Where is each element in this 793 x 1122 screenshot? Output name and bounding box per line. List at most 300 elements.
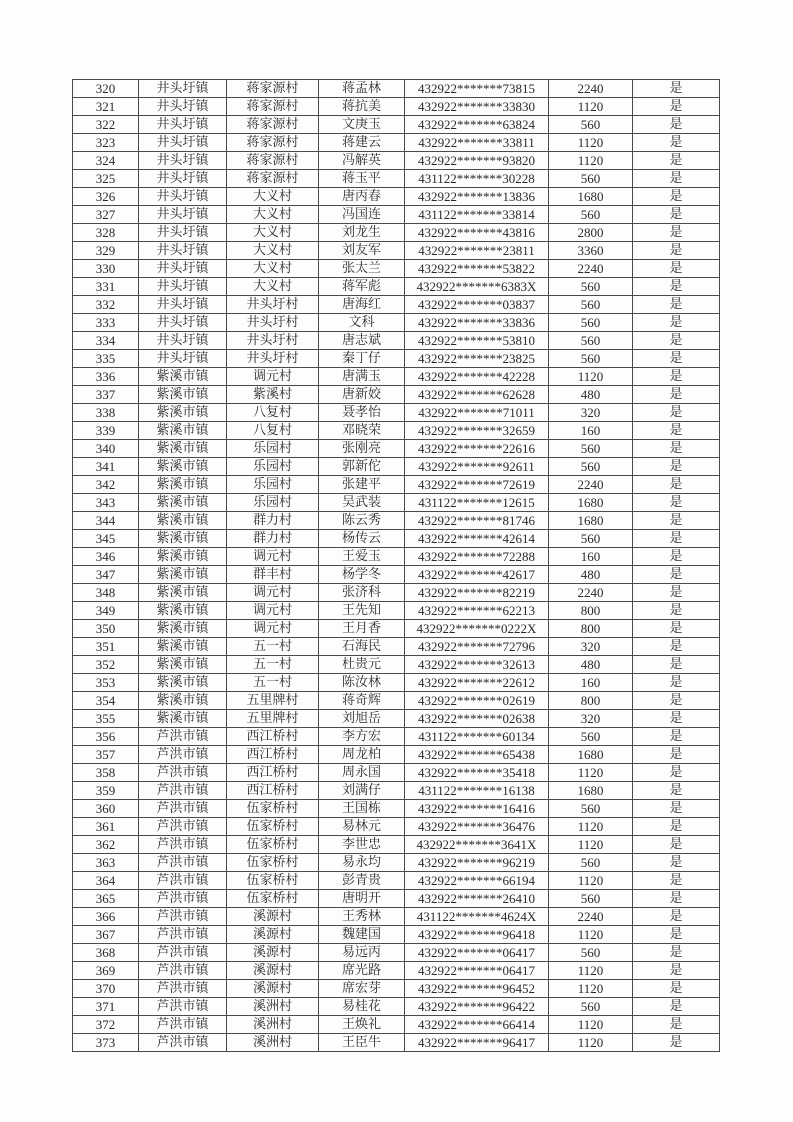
- town-cell: 井头圩镇: [139, 116, 227, 134]
- village-cell: 溪源村: [227, 980, 319, 998]
- table-row: [73, 656, 720, 674]
- name-cell: 杨传云: [319, 530, 405, 548]
- name-cell: 秦丁仔: [319, 350, 405, 368]
- amount-cell: 560: [549, 206, 633, 224]
- row-number-cell: 341: [73, 458, 139, 476]
- name-cell: 唐满玉: [319, 368, 405, 386]
- amount-cell: 480: [549, 386, 633, 404]
- village-cell: 井头圩村: [227, 314, 319, 332]
- eligible-cell: 是: [633, 350, 720, 368]
- name-cell: 易林元: [319, 818, 405, 836]
- id-number-cell: 432922*******23811: [405, 242, 549, 260]
- eligible-cell: 是: [633, 278, 720, 296]
- eligible-cell: 是: [633, 944, 720, 962]
- town-cell: 井头圩镇: [139, 260, 227, 278]
- eligible-cell: 是: [633, 1016, 720, 1034]
- village-cell: 五里牌村: [227, 710, 319, 728]
- town-cell: 井头圩镇: [139, 332, 227, 350]
- town-cell: 井头圩镇: [139, 224, 227, 242]
- id-number-cell: 432922*******16416: [405, 800, 549, 818]
- row-number-cell: 327: [73, 206, 139, 224]
- town-cell: 芦洪市镇: [139, 872, 227, 890]
- id-number-cell: 432922*******66194: [405, 872, 549, 890]
- eligible-cell: 是: [633, 980, 720, 998]
- amount-cell: 560: [549, 440, 633, 458]
- name-cell: 刘友军: [319, 242, 405, 260]
- row-number-cell: 361: [73, 818, 139, 836]
- town-cell: 芦洪市镇: [139, 818, 227, 836]
- eligible-cell: 是: [633, 332, 720, 350]
- village-cell: 溪源村: [227, 926, 319, 944]
- name-cell: 文科: [319, 314, 405, 332]
- row-number-cell: 338: [73, 404, 139, 422]
- beneficiary-table: [72, 79, 720, 1052]
- table-row: [73, 728, 720, 746]
- table-row: [73, 836, 720, 854]
- town-cell: 井头圩镇: [139, 98, 227, 116]
- name-cell: 张济科: [319, 584, 405, 602]
- row-number-cell: 329: [73, 242, 139, 260]
- village-cell: 调元村: [227, 368, 319, 386]
- eligible-cell: 是: [633, 638, 720, 656]
- name-cell: 张建平: [319, 476, 405, 494]
- id-number-cell: 432922*******53810: [405, 332, 549, 350]
- table-row: [73, 386, 720, 404]
- table-row: [73, 350, 720, 368]
- row-number-cell: 373: [73, 1034, 139, 1052]
- village-cell: 西江桥村: [227, 728, 319, 746]
- table-body: [73, 80, 720, 1052]
- town-cell: 紫溪市镇: [139, 422, 227, 440]
- eligible-cell: 是: [633, 206, 720, 224]
- table-row: [73, 116, 720, 134]
- village-cell: 西江桥村: [227, 782, 319, 800]
- name-cell: 彭青贵: [319, 872, 405, 890]
- row-number-cell: 336: [73, 368, 139, 386]
- name-cell: 冯解英: [319, 152, 405, 170]
- town-cell: 井头圩镇: [139, 80, 227, 98]
- village-cell: 蒋家源村: [227, 152, 319, 170]
- town-cell: 紫溪市镇: [139, 386, 227, 404]
- row-number-cell: 342: [73, 476, 139, 494]
- eligible-cell: 是: [633, 836, 720, 854]
- town-cell: 紫溪市镇: [139, 476, 227, 494]
- row-number-cell: 359: [73, 782, 139, 800]
- amount-cell: 1680: [549, 746, 633, 764]
- amount-cell: 480: [549, 656, 633, 674]
- id-number-cell: 432922*******53822: [405, 260, 549, 278]
- id-number-cell: 432922*******93820: [405, 152, 549, 170]
- name-cell: 邓晓荣: [319, 422, 405, 440]
- id-number-cell: 432922*******06417: [405, 962, 549, 980]
- village-cell: 大义村: [227, 260, 319, 278]
- name-cell: 蒋奇辉: [319, 692, 405, 710]
- row-number-cell: 340: [73, 440, 139, 458]
- table-row: [73, 872, 720, 890]
- village-cell: 溪洲村: [227, 1016, 319, 1034]
- town-cell: 井头圩镇: [139, 206, 227, 224]
- table-row: [73, 818, 720, 836]
- row-number-cell: 343: [73, 494, 139, 512]
- name-cell: 周龙柏: [319, 746, 405, 764]
- town-cell: 芦洪市镇: [139, 836, 227, 854]
- id-number-cell: 432922*******22616: [405, 440, 549, 458]
- id-number-cell: 432922*******03837: [405, 296, 549, 314]
- eligible-cell: 是: [633, 998, 720, 1016]
- amount-cell: 1120: [549, 818, 633, 836]
- name-cell: 周永国: [319, 764, 405, 782]
- id-number-cell: 432922*******96417: [405, 1034, 549, 1052]
- town-cell: 井头圩镇: [139, 350, 227, 368]
- town-cell: 紫溪市镇: [139, 710, 227, 728]
- eligible-cell: 是: [633, 548, 720, 566]
- row-number-cell: 328: [73, 224, 139, 242]
- table-row: [73, 620, 720, 638]
- village-cell: 群丰村: [227, 566, 319, 584]
- village-cell: 调元村: [227, 620, 319, 638]
- name-cell: 蒋军彪: [319, 278, 405, 296]
- id-number-cell: 431122*******4624X: [405, 908, 549, 926]
- table-row: [73, 458, 720, 476]
- town-cell: 芦洪市镇: [139, 962, 227, 980]
- table-row: [73, 260, 720, 278]
- table-row: [73, 512, 720, 530]
- row-number-cell: 352: [73, 656, 139, 674]
- town-cell: 井头圩镇: [139, 314, 227, 332]
- id-number-cell: 432922*******65438: [405, 746, 549, 764]
- row-number-cell: 326: [73, 188, 139, 206]
- table-row: [73, 548, 720, 566]
- eligible-cell: 是: [633, 926, 720, 944]
- name-cell: 陈汝林: [319, 674, 405, 692]
- eligible-cell: 是: [633, 782, 720, 800]
- amount-cell: 160: [549, 548, 633, 566]
- id-number-cell: 431122*******60134: [405, 728, 549, 746]
- eligible-cell: 是: [633, 98, 720, 116]
- row-number-cell: 368: [73, 944, 139, 962]
- id-number-cell: 431122*******33814: [405, 206, 549, 224]
- row-number-cell: 344: [73, 512, 139, 530]
- id-number-cell: 432922*******32613: [405, 656, 549, 674]
- amount-cell: 480: [549, 566, 633, 584]
- amount-cell: 160: [549, 674, 633, 692]
- amount-cell: 560: [549, 890, 633, 908]
- id-number-cell: 432922*******72288: [405, 548, 549, 566]
- name-cell: 郭新佗: [319, 458, 405, 476]
- amount-cell: 560: [549, 728, 633, 746]
- table-row: [73, 674, 720, 692]
- table-row: [73, 764, 720, 782]
- eligible-cell: 是: [633, 746, 720, 764]
- town-cell: 芦洪市镇: [139, 944, 227, 962]
- amount-cell: 2240: [549, 908, 633, 926]
- amount-cell: 2240: [549, 584, 633, 602]
- id-number-cell: 432922*******96418: [405, 926, 549, 944]
- table-row: [73, 440, 720, 458]
- eligible-cell: 是: [633, 170, 720, 188]
- eligible-cell: 是: [633, 854, 720, 872]
- village-cell: 伍家桥村: [227, 800, 319, 818]
- eligible-cell: 是: [633, 188, 720, 206]
- row-number-cell: 346: [73, 548, 139, 566]
- amount-cell: 160: [549, 422, 633, 440]
- table-row: [73, 746, 720, 764]
- amount-cell: 1120: [549, 926, 633, 944]
- village-cell: 五一村: [227, 656, 319, 674]
- name-cell: 王臣牛: [319, 1034, 405, 1052]
- table-row: [73, 404, 720, 422]
- eligible-cell: 是: [633, 692, 720, 710]
- village-cell: 大义村: [227, 278, 319, 296]
- row-number-cell: 358: [73, 764, 139, 782]
- table-row: [73, 224, 720, 242]
- eligible-cell: 是: [633, 620, 720, 638]
- id-number-cell: 432922*******0222X: [405, 620, 549, 638]
- id-number-cell: 432922*******06417: [405, 944, 549, 962]
- town-cell: 芦洪市镇: [139, 782, 227, 800]
- town-cell: 芦洪市镇: [139, 746, 227, 764]
- table-row: [73, 332, 720, 350]
- row-number-cell: 366: [73, 908, 139, 926]
- village-cell: 调元村: [227, 602, 319, 620]
- town-cell: 井头圩镇: [139, 134, 227, 152]
- name-cell: 蒋玉平: [319, 170, 405, 188]
- amount-cell: 1120: [549, 134, 633, 152]
- eligible-cell: 是: [633, 314, 720, 332]
- table-row: [73, 368, 720, 386]
- town-cell: 井头圩镇: [139, 242, 227, 260]
- table-row: [73, 242, 720, 260]
- eligible-cell: 是: [633, 656, 720, 674]
- name-cell: 易桂花: [319, 998, 405, 1016]
- table-row: [73, 1016, 720, 1034]
- row-number-cell: 363: [73, 854, 139, 872]
- name-cell: 王焕礼: [319, 1016, 405, 1034]
- eligible-cell: 是: [633, 368, 720, 386]
- eligible-cell: 是: [633, 764, 720, 782]
- eligible-cell: 是: [633, 710, 720, 728]
- row-number-cell: 362: [73, 836, 139, 854]
- eligible-cell: 是: [633, 800, 720, 818]
- table-row: [73, 980, 720, 998]
- id-number-cell: 432922*******82219: [405, 584, 549, 602]
- name-cell: 席光路: [319, 962, 405, 980]
- name-cell: 文庚玉: [319, 116, 405, 134]
- id-number-cell: 432922*******35418: [405, 764, 549, 782]
- town-cell: 芦洪市镇: [139, 908, 227, 926]
- row-number-cell: 333: [73, 314, 139, 332]
- name-cell: 唐志斌: [319, 332, 405, 350]
- town-cell: 井头圩镇: [139, 188, 227, 206]
- name-cell: 张刚亮: [319, 440, 405, 458]
- amount-cell: 320: [549, 710, 633, 728]
- id-number-cell: 432922*******71011: [405, 404, 549, 422]
- amount-cell: 2240: [549, 260, 633, 278]
- row-number-cell: 350: [73, 620, 139, 638]
- eligible-cell: 是: [633, 584, 720, 602]
- row-number-cell: 355: [73, 710, 139, 728]
- village-cell: 大义村: [227, 188, 319, 206]
- amount-cell: 1680: [549, 494, 633, 512]
- table-row: [73, 692, 720, 710]
- row-number-cell: 367: [73, 926, 139, 944]
- amount-cell: 560: [549, 350, 633, 368]
- eligible-cell: 是: [633, 566, 720, 584]
- row-number-cell: 364: [73, 872, 139, 890]
- eligible-cell: 是: [633, 440, 720, 458]
- village-cell: 乐园村: [227, 458, 319, 476]
- town-cell: 井头圩镇: [139, 278, 227, 296]
- table-row: [73, 944, 720, 962]
- table-row: [73, 494, 720, 512]
- id-number-cell: 432922*******13836: [405, 188, 549, 206]
- town-cell: 紫溪市镇: [139, 656, 227, 674]
- village-cell: 溪洲村: [227, 998, 319, 1016]
- name-cell: 张太兰: [319, 260, 405, 278]
- amount-cell: 560: [549, 944, 633, 962]
- id-number-cell: 432922*******96219: [405, 854, 549, 872]
- row-number-cell: 321: [73, 98, 139, 116]
- name-cell: 刘满仔: [319, 782, 405, 800]
- eligible-cell: 是: [633, 224, 720, 242]
- table-row: [73, 314, 720, 332]
- amount-cell: 2800: [549, 224, 633, 242]
- row-number-cell: 324: [73, 152, 139, 170]
- amount-cell: 1120: [549, 98, 633, 116]
- eligible-cell: 是: [633, 512, 720, 530]
- town-cell: 紫溪市镇: [139, 602, 227, 620]
- table-row: [73, 890, 720, 908]
- id-number-cell: 432922*******23825: [405, 350, 549, 368]
- id-number-cell: 432922*******36476: [405, 818, 549, 836]
- amount-cell: 1120: [549, 962, 633, 980]
- table-row: [73, 908, 720, 926]
- name-cell: 蒋孟林: [319, 80, 405, 98]
- town-cell: 芦洪市镇: [139, 890, 227, 908]
- eligible-cell: 是: [633, 260, 720, 278]
- town-cell: 芦洪市镇: [139, 764, 227, 782]
- row-number-cell: 357: [73, 746, 139, 764]
- id-number-cell: 432922*******22612: [405, 674, 549, 692]
- table-row: [73, 782, 720, 800]
- row-number-cell: 369: [73, 962, 139, 980]
- village-cell: 群力村: [227, 530, 319, 548]
- row-number-cell: 330: [73, 260, 139, 278]
- village-cell: 溪洲村: [227, 1034, 319, 1052]
- name-cell: 李世忠: [319, 836, 405, 854]
- town-cell: 紫溪市镇: [139, 494, 227, 512]
- village-cell: 大义村: [227, 224, 319, 242]
- row-number-cell: 335: [73, 350, 139, 368]
- row-number-cell: 351: [73, 638, 139, 656]
- name-cell: 蒋抗美: [319, 98, 405, 116]
- table-row: [73, 422, 720, 440]
- amount-cell: 1120: [549, 836, 633, 854]
- id-number-cell: 431122*******30228: [405, 170, 549, 188]
- village-cell: 井头圩村: [227, 350, 319, 368]
- village-cell: 乐园村: [227, 476, 319, 494]
- village-cell: 大义村: [227, 242, 319, 260]
- name-cell: 聂孝怡: [319, 404, 405, 422]
- amount-cell: 560: [549, 530, 633, 548]
- eligible-cell: 是: [633, 674, 720, 692]
- id-number-cell: 432922*******42228: [405, 368, 549, 386]
- village-cell: 五一村: [227, 638, 319, 656]
- row-number-cell: 354: [73, 692, 139, 710]
- town-cell: 芦洪市镇: [139, 1034, 227, 1052]
- table-row: [73, 962, 720, 980]
- town-cell: 芦洪市镇: [139, 1016, 227, 1034]
- village-cell: 蒋家源村: [227, 98, 319, 116]
- name-cell: 李方宏: [319, 728, 405, 746]
- id-number-cell: 432922*******92611: [405, 458, 549, 476]
- eligible-cell: 是: [633, 296, 720, 314]
- village-cell: 调元村: [227, 584, 319, 602]
- id-number-cell: 432922*******62628: [405, 386, 549, 404]
- eligible-cell: 是: [633, 458, 720, 476]
- eligible-cell: 是: [633, 908, 720, 926]
- town-cell: 紫溪市镇: [139, 404, 227, 422]
- table-row: [73, 134, 720, 152]
- village-cell: 蒋家源村: [227, 80, 319, 98]
- id-number-cell: 432922*******63824: [405, 116, 549, 134]
- table-row: [73, 530, 720, 548]
- town-cell: 紫溪市镇: [139, 548, 227, 566]
- name-cell: 魏建国: [319, 926, 405, 944]
- town-cell: 紫溪市镇: [139, 692, 227, 710]
- row-number-cell: 337: [73, 386, 139, 404]
- id-number-cell: 432922*******62213: [405, 602, 549, 620]
- table-row: [73, 188, 720, 206]
- table-row: [73, 80, 720, 98]
- table-row: [73, 152, 720, 170]
- table-row: [73, 170, 720, 188]
- table-row: [73, 854, 720, 872]
- row-number-cell: 356: [73, 728, 139, 746]
- amount-cell: 1680: [549, 512, 633, 530]
- table-row: [73, 638, 720, 656]
- village-cell: 调元村: [227, 548, 319, 566]
- table-row: [73, 566, 720, 584]
- eligible-cell: 是: [633, 242, 720, 260]
- amount-cell: 320: [549, 638, 633, 656]
- name-cell: 杜贵元: [319, 656, 405, 674]
- row-number-cell: 332: [73, 296, 139, 314]
- village-cell: 群力村: [227, 512, 319, 530]
- village-cell: 西江桥村: [227, 746, 319, 764]
- village-cell: 蒋家源村: [227, 170, 319, 188]
- village-cell: 伍家桥村: [227, 818, 319, 836]
- village-cell: 五一村: [227, 674, 319, 692]
- town-cell: 芦洪市镇: [139, 998, 227, 1016]
- eligible-cell: 是: [633, 602, 720, 620]
- row-number-cell: 320: [73, 80, 139, 98]
- amount-cell: 560: [549, 854, 633, 872]
- id-number-cell: 432922*******66414: [405, 1016, 549, 1034]
- name-cell: 席宏芽: [319, 980, 405, 998]
- name-cell: 王月香: [319, 620, 405, 638]
- name-cell: 刘旭岳: [319, 710, 405, 728]
- town-cell: 井头圩镇: [139, 152, 227, 170]
- name-cell: 冯国连: [319, 206, 405, 224]
- village-cell: 紫溪村: [227, 386, 319, 404]
- amount-cell: 1120: [549, 368, 633, 386]
- eligible-cell: 是: [633, 728, 720, 746]
- village-cell: 五里牌村: [227, 692, 319, 710]
- eligible-cell: 是: [633, 386, 720, 404]
- village-cell: 溪源村: [227, 908, 319, 926]
- town-cell: 紫溪市镇: [139, 566, 227, 584]
